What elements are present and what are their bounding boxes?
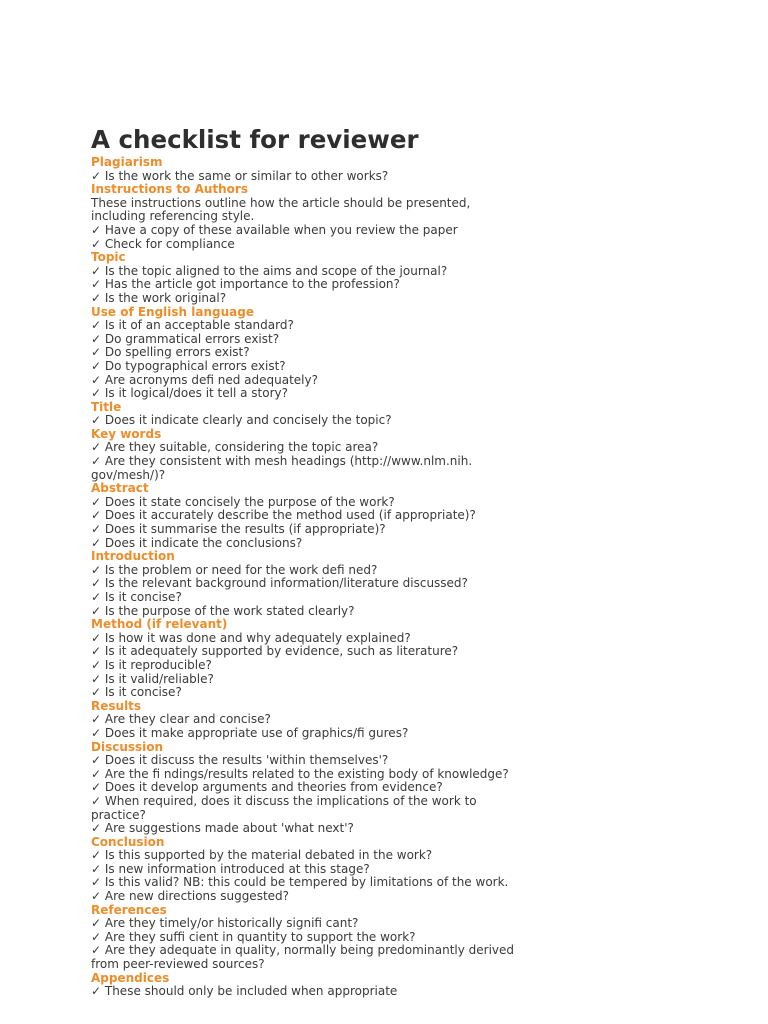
checklist-line: ✓ Is the problem or need for the work defi ned? bbox=[91, 562, 378, 577]
section-heading: Method (if relevant) bbox=[91, 617, 228, 632]
checklist-line: ✓ Do spelling errors exist? bbox=[91, 345, 250, 360]
checklist-line: ✓ Does it discuss the results 'within themselves'? bbox=[91, 753, 389, 768]
checklist-line: ✓ Are they consistent with mesh headings (http://www.nlm.nih. bbox=[91, 454, 473, 469]
checklist-line: ✓ Have a copy of these available when you review the paper bbox=[91, 222, 458, 237]
checklist-line: ✓ Are the fi ndings/results related to the existing body of knowledge? bbox=[91, 766, 509, 781]
checklist-section bbox=[91, 428, 751, 482]
checklist-line: from peer-reviewed sources? bbox=[91, 957, 265, 972]
section-heading: Results bbox=[91, 698, 142, 713]
checklist-line: ✓ Is this supported by the material debated in the work? bbox=[91, 848, 433, 863]
checklist-line: These instructions outline how the article should be presented, bbox=[91, 195, 471, 210]
checklist-line: ✓ Is new information introduced at this stage? bbox=[91, 861, 370, 876]
section-heading: Introduction bbox=[91, 549, 175, 564]
checklist-section bbox=[91, 700, 751, 741]
checklist-section bbox=[91, 741, 751, 836]
checklist-section bbox=[91, 904, 751, 972]
checklist-line: ✓ Is it reproducible? bbox=[91, 657, 212, 672]
checklist-line: ✓ Does it indicate the conclusions? bbox=[91, 535, 303, 550]
checklist-line: ✓ Is the topic aligned to the aims and scope of the journal? bbox=[91, 263, 448, 278]
checklist-line: ✓ Are they suitable, considering the topic area? bbox=[91, 440, 379, 455]
checklist-line: ✓ Is how it was done and why adequately explained? bbox=[91, 630, 411, 645]
checklist-section bbox=[91, 482, 751, 550]
checklist-line: ✓ Is it logical/does it tell a story? bbox=[91, 386, 288, 401]
section-heading: Plagiarism bbox=[91, 155, 163, 169]
checklist-line: ✓ Are acronyms defi ned adequately? bbox=[91, 372, 318, 387]
checklist-line: gov/mesh/)? bbox=[91, 467, 166, 482]
checklist-line: ✓ Is it valid/reliable? bbox=[91, 671, 214, 686]
checklist-section bbox=[91, 306, 751, 401]
checklist-line: ✓ Does it state concisely the purpose of the work? bbox=[91, 494, 395, 509]
checklist-line: ✓ These should only be included when appropriate bbox=[91, 984, 398, 999]
checklist-line: ✓ Does it summarise the results (if appropriate)? bbox=[91, 522, 386, 537]
checklist-section bbox=[91, 183, 751, 251]
checklist-line: ✓ Is it adequately supported by evidence, such as literature? bbox=[91, 644, 459, 659]
checklist-line: ✓ Is the relevant background information/literature discussed? bbox=[91, 576, 468, 591]
checklist-section bbox=[91, 401, 751, 428]
checklist-line: ✓ Do typographical errors exist? bbox=[91, 358, 286, 373]
checklist-line: ✓ Is it of an acceptable standard? bbox=[91, 318, 294, 333]
checklist-line: ✓ When required, does it discuss the implications of the work to bbox=[91, 793, 477, 808]
checklist-line: ✓ Does it develop arguments and theories from evidence? bbox=[91, 780, 443, 795]
section-heading: Appendices bbox=[91, 970, 170, 985]
checklist-line: ✓ Is the work original? bbox=[91, 290, 227, 305]
checklist-section bbox=[91, 156, 751, 183]
checklist-section bbox=[91, 550, 751, 618]
section-heading: Title bbox=[91, 399, 122, 414]
checklist-line: ✓ Are they timely/or historically signifi cant? bbox=[91, 916, 359, 931]
section-heading: Topic bbox=[91, 250, 126, 265]
document-page bbox=[91, 124, 751, 999]
checklist-line: ✓ Has the article got importance to the profession? bbox=[91, 277, 400, 292]
section-heading: Abstract bbox=[91, 481, 149, 496]
checklist-line: ✓ Are they clear and concise? bbox=[91, 712, 271, 727]
page-title: A checklist for reviewer bbox=[91, 125, 419, 154]
checklist-line: ✓ Is it concise? bbox=[91, 685, 182, 700]
checklist-line: ✓ Does it accurately describe the method used (if appropriate)? bbox=[91, 508, 476, 523]
checklist-line: ✓ Are they suffi cient in quantity to support the work? bbox=[91, 929, 416, 944]
checklist-line: ✓ Does it make appropriate use of graphics/fi gures? bbox=[91, 725, 409, 740]
section-heading: Key words bbox=[91, 426, 162, 441]
section-heading: Use of English language bbox=[91, 304, 254, 319]
checklist-sections bbox=[91, 156, 751, 999]
checklist-line: ✓ Does it indicate clearly and concisely the topic? bbox=[91, 413, 392, 428]
section-heading: References bbox=[91, 902, 167, 917]
section-heading: Discussion bbox=[91, 739, 164, 754]
checklist-section bbox=[91, 618, 751, 700]
checklist-line: ✓ Do grammatical errors exist? bbox=[91, 331, 280, 346]
checklist-line: ✓ Is this valid? NB: this could be tempered by limitations of the work. bbox=[91, 875, 509, 890]
section-heading: Conclusion bbox=[91, 834, 165, 849]
section-heading: Instructions to Authors bbox=[91, 182, 248, 197]
checklist-line: ✓ Is the work the same or similar to other works? bbox=[91, 168, 389, 183]
checklist-line: ✓ Are they adequate in quality, normally being predominantly derived bbox=[91, 943, 515, 958]
checklist-section bbox=[91, 972, 751, 999]
checklist-line: ✓ Check for compliance bbox=[91, 236, 235, 251]
checklist-section bbox=[91, 251, 751, 305]
checklist-line: including referencing style. bbox=[91, 209, 255, 224]
checklist-section bbox=[91, 836, 751, 904]
checklist-line: practice? bbox=[91, 807, 146, 822]
checklist-line: ✓ Are new directions suggested? bbox=[91, 889, 290, 904]
checklist-line: ✓ Is the purpose of the work stated clearly? bbox=[91, 603, 355, 618]
checklist-line: ✓ Is it concise? bbox=[91, 590, 182, 604]
checklist-line: ✓ Are suggestions made about 'what next'? bbox=[91, 821, 354, 836]
